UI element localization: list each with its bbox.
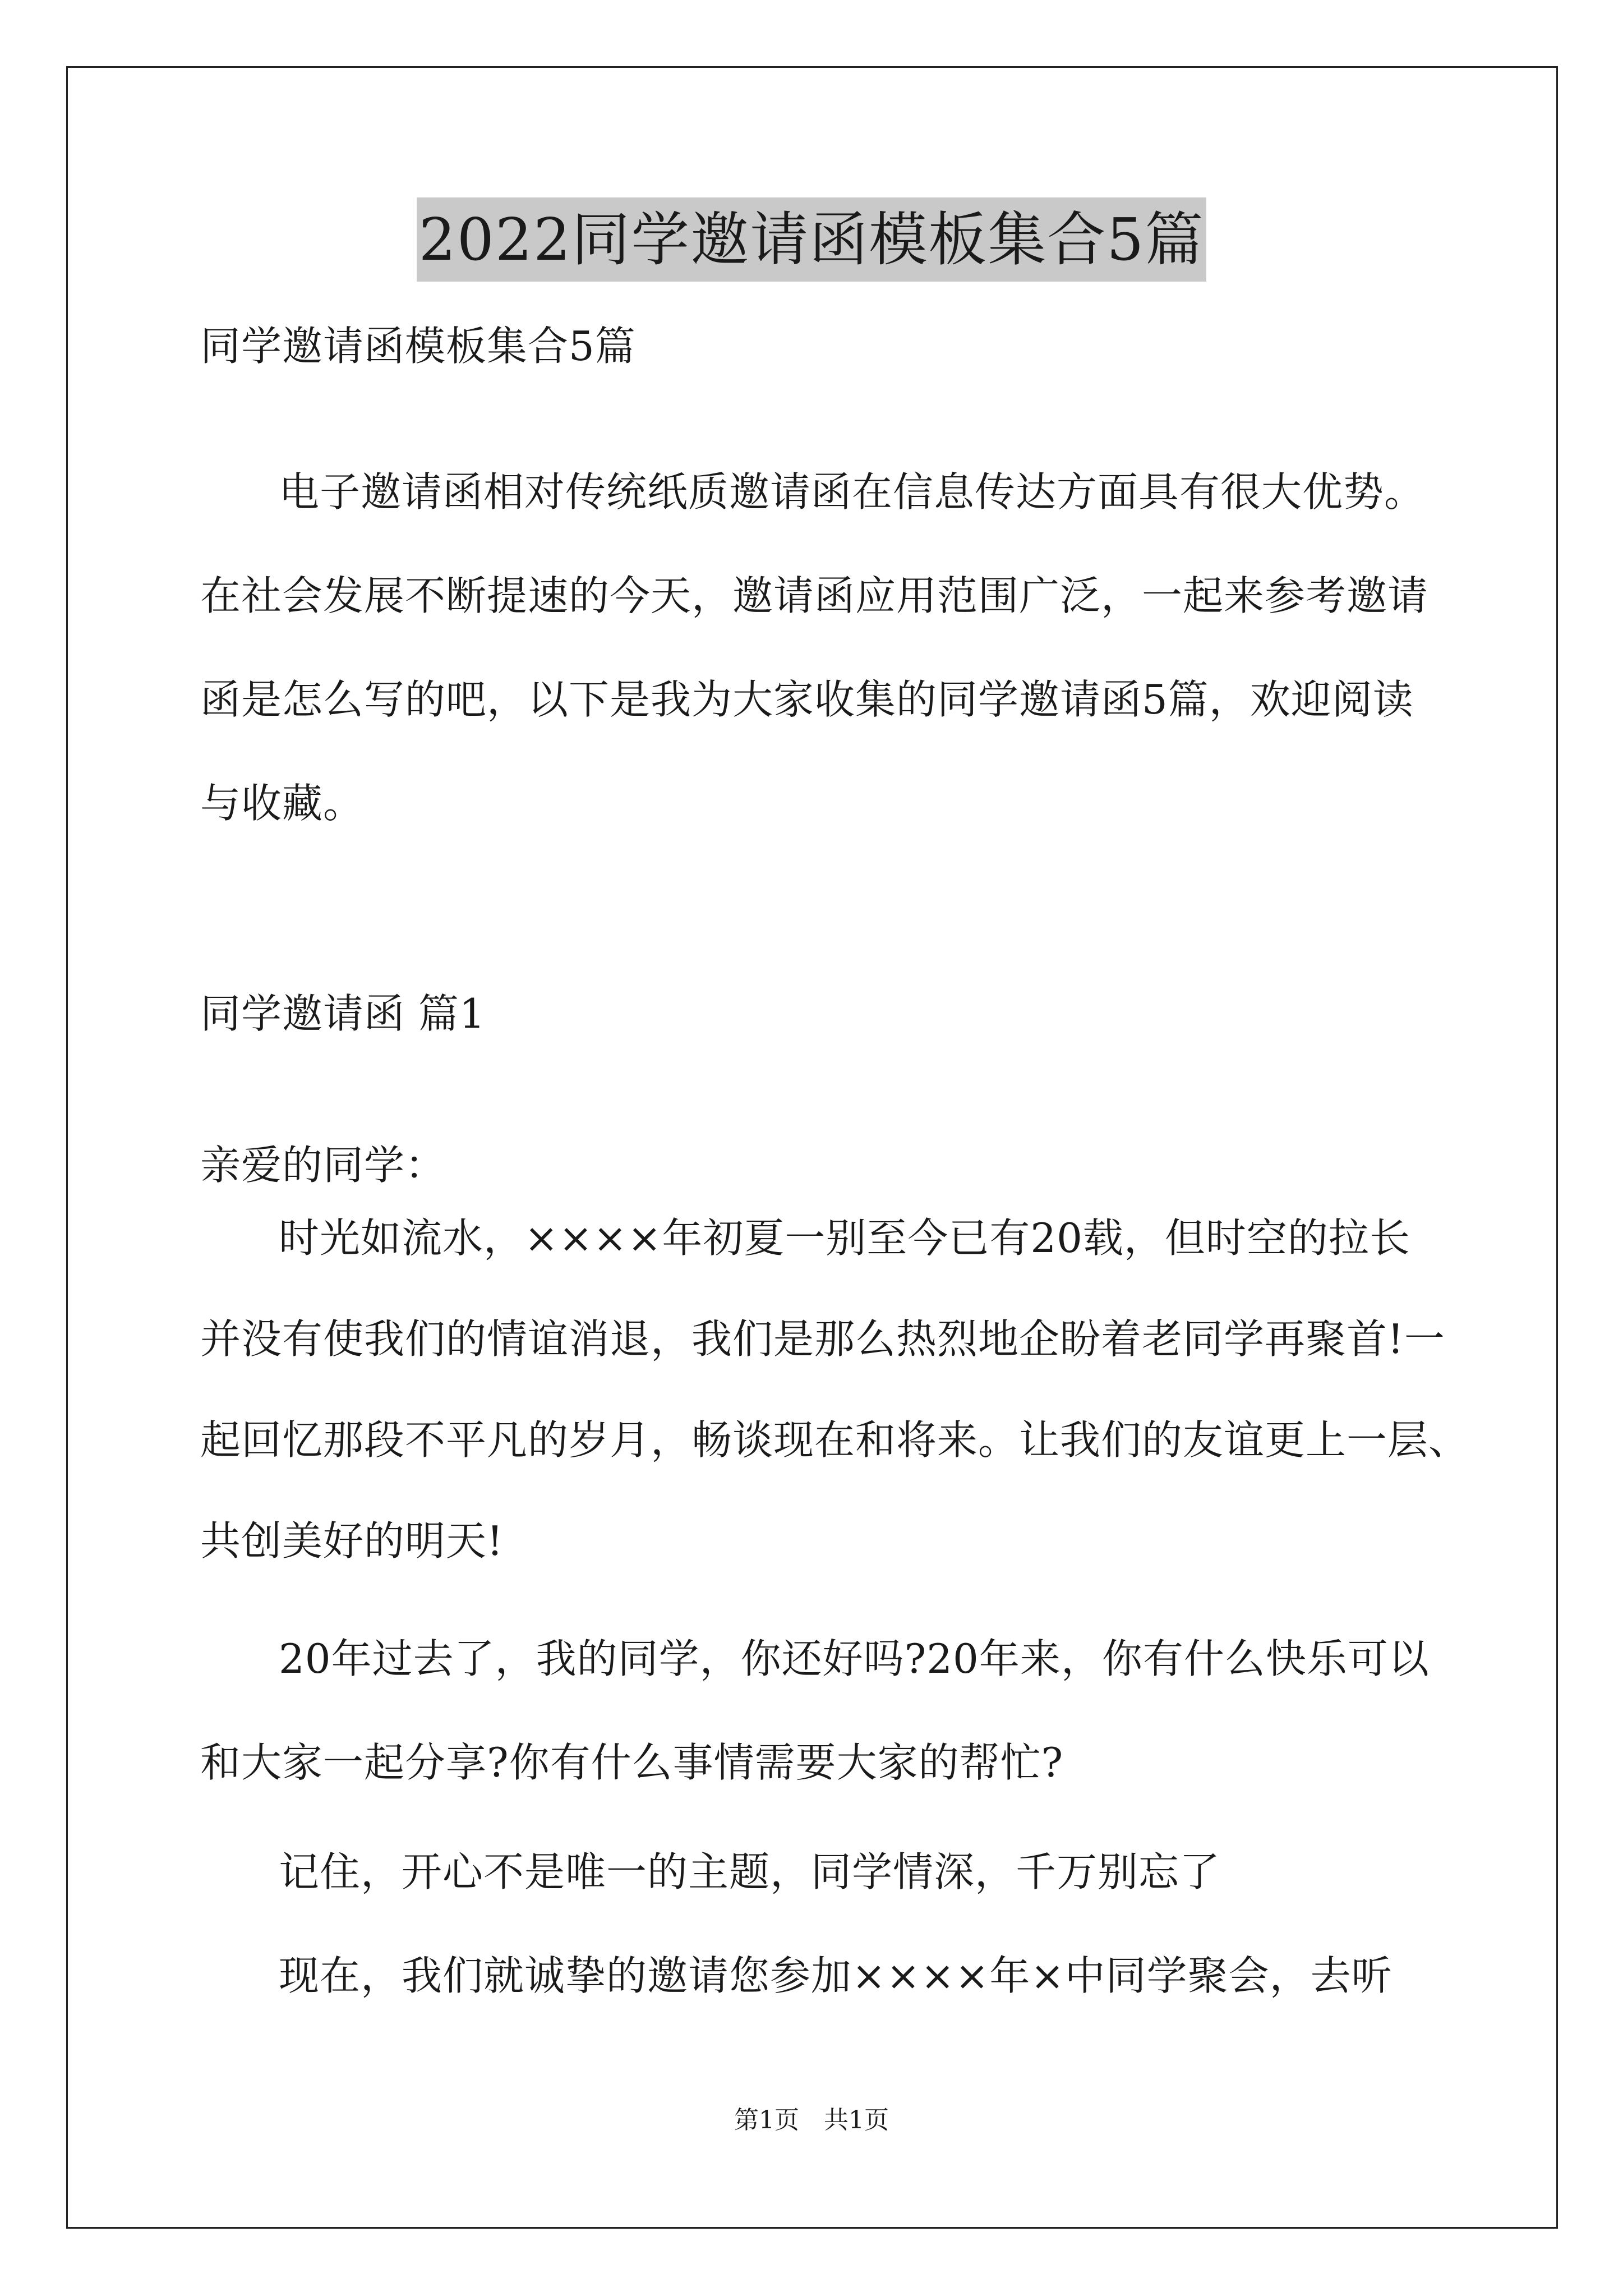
title-container	[0, 197, 1623, 282]
p3-line-1: 记住，开心不是唯一的主题，同学情深，千万别忘了	[279, 1848, 1221, 1895]
p1-line-4: 共创美好的明天!	[200, 1517, 504, 1565]
p1-line-2: 并没有使我们的情谊消退，我们是那么热烈地企盼着老同学再聚首!一	[200, 1315, 1445, 1363]
intro-line-3: 函是怎么写的吧，以下是我为大家收集的同学邀请函5篇，欢迎阅读	[200, 676, 1414, 723]
p2-line-1: 20年过去了，我的同学，你还好吗?20年来，你有什么快乐可以	[279, 1635, 1430, 1682]
intro-line-2: 在社会发展不断提速的今天，邀请函应用范围广泛，一起来参考邀请	[200, 572, 1429, 619]
subtitle: 同学邀请函模板集合5篇	[200, 323, 636, 370]
document-title: 2022同学邀请函模板集合5篇	[417, 197, 1207, 282]
p4-line-1: 现在，我们就诚挚的邀请您参加××××年×中同学聚会，去听	[279, 1952, 1393, 1999]
p2-line-2: 和大家一起分享?你有什么事情需要大家的帮忙?	[200, 1739, 1064, 1786]
page-footer: 第1页 共1页	[734, 2106, 889, 2134]
section-heading: 同学邀请函 篇1	[200, 990, 486, 1037]
p1-line-1: 时光如流水，××××年初夏一别至今已有20载，但时空的拉长	[279, 1214, 1410, 1262]
salutation: 亲爱的同学：	[200, 1142, 446, 1189]
p1-line-3: 起回忆那段不平凡的岁月，畅谈现在和将来。让我们的友谊更上一层、	[200, 1416, 1470, 1464]
intro-line-1: 电子邀请函相对传统纸质邀请函在信息传达方面具有很大优势。	[279, 468, 1426, 516]
intro-line-4: 与收藏。	[200, 780, 365, 827]
